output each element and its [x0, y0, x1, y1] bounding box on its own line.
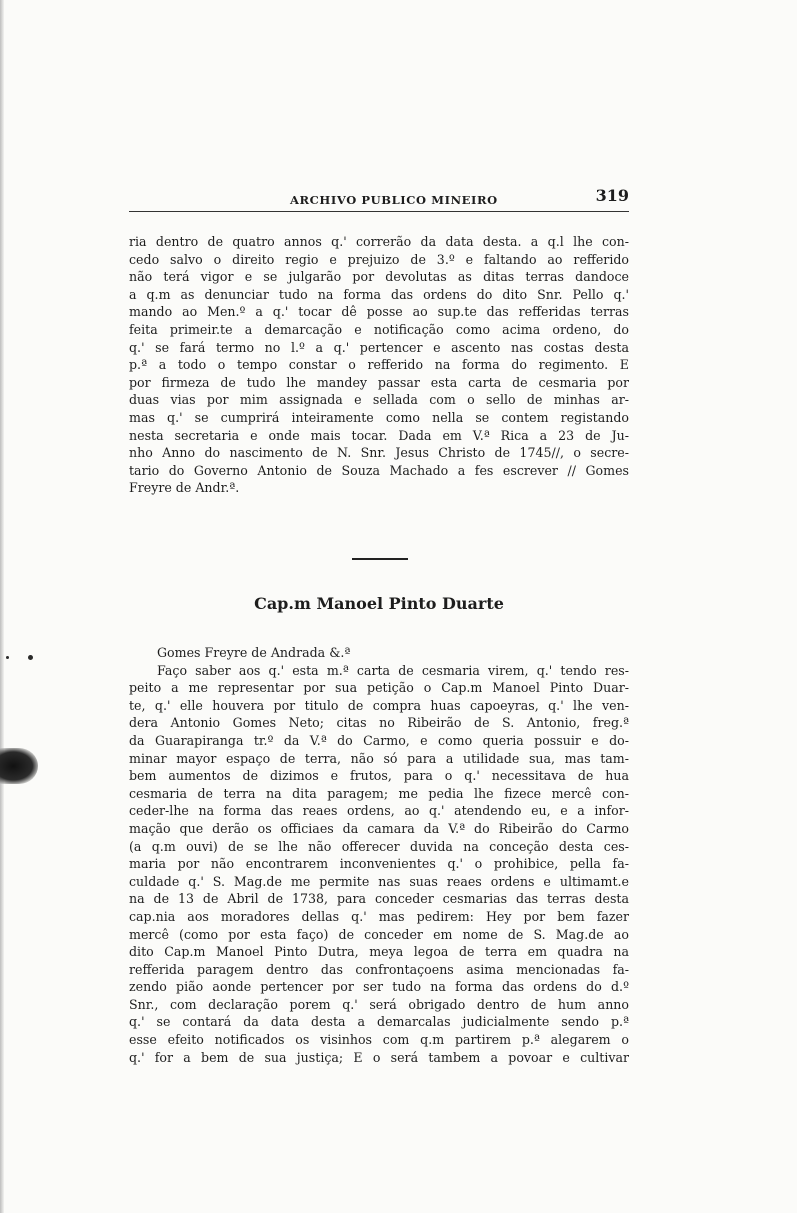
page-edge-shadow — [0, 0, 4, 1213]
text-line: duas vias por mim assignada e sellada com o sello de minhas ar- — [129, 392, 629, 408]
text-block-grant — [129, 644, 629, 1066]
text-line: mercê (como por esta faço) de conceder em nome de S. Mag.de ao — [129, 926, 629, 942]
text-line: mas q.' se cumprirá inteiramente como nella se contem registando — [129, 409, 629, 425]
text-line: minar mayor espaço de terra, não só para a utilidade sua, mas tam- — [129, 750, 629, 766]
text-line: maria por não encontrarem inconvenientes q.' o prohibice, pella fa- — [129, 856, 629, 872]
text-line: Gomes Freyre de Andrada &.ª — [157, 645, 351, 660]
text-line: cesmaria de terra na dita paragem; me pedia lhe fizece mercê con- — [129, 785, 629, 801]
text-line: refferida paragem dentro das confrontaçoens asima mencionadas fa- — [129, 961, 629, 977]
text-line: zendo pião aonde pertencer por ser tudo na forma das ordens do d.º — [129, 979, 629, 995]
text-line: mação que derão os officiaes da camara da V.ª do Ribeirão do Carmo — [129, 820, 629, 836]
text-line: peito a me representar por sua petição o Cap.m Manoel Pinto Duar- — [129, 680, 629, 696]
text-line: Freyre de Andr.ª. — [129, 480, 240, 496]
text-line: te, q.' elle houvera por titulo de compra huas capoeyras, q.' lhe ven- — [129, 697, 629, 713]
text-line: esse efeito notificados os visinhos com q.m partirem p.ª alegarem o — [129, 1032, 629, 1048]
text-line: ria dentro de quatro annos q.' correrão da data desta. a q.l lhe con- — [129, 234, 629, 249]
page-header — [129, 183, 629, 213]
text-line: Faço saber aos q.' esta m.ª carta de cesmaria virem, q.' tendo res- — [157, 662, 629, 678]
scan-speck — [28, 655, 33, 660]
text-line: por firmeza de tudo lhe mandey passar esta carta de cesmaria por — [129, 374, 629, 390]
text-line: dito Cap.m Manoel Pinto Dutra, meya legoa de terra em quadra na — [129, 944, 629, 960]
text-line: bem aumentos de dizimos e frutos, para o q.' necessitava de hua — [129, 768, 629, 784]
running-title: ARCHIVO PUBLICO MINEIRO — [290, 193, 498, 207]
text-line: q.' for a bem de sua justiça; E o será tambem a povoar e cultivar — [129, 1049, 629, 1065]
text-line: culdade q.' S. Mag.de me permite nas suas reaes ordens e ultimamt.e — [129, 873, 629, 889]
text-line: da Guarapiranga tr.º da V.ª do Carmo, e como queria possuir e do- — [129, 732, 629, 748]
header-rule — [129, 211, 629, 212]
text-line: não terá vigor e se julgarão por devolutas as ditas terras dandoce — [129, 269, 629, 285]
text-line: q.' se fará termo no l.º a q.' pertencer e ascento nas costas desta — [129, 339, 629, 355]
page-number: 319 — [595, 186, 629, 205]
text-line: a q.m as denunciar tudo na forma das ordens do dito Snr. Pello q.' — [129, 286, 629, 302]
text-line: tario do Governo Antonio de Souza Machado a fes escrever // Gomes — [129, 462, 629, 478]
text-line: na de 13 de Abril de 1738, para conceder cesmarias das terras desta — [129, 891, 629, 907]
text-line: q.' se contará da data desta a demarcalas judicialmente sendo p.ª — [129, 1014, 629, 1030]
text-line: Snr., com declaração porem q.' será obrigado dentro de hum anno — [129, 996, 629, 1012]
scan-speck — [6, 656, 9, 659]
text-line: dera Antonio Gomes Neto; citas no Ribeirão de S. Antonio, freg.ª — [129, 715, 629, 731]
text-line: p.ª a todo o tempo constar o refferido na forma do regimento. E — [129, 357, 629, 373]
text-line: feita primeir.te a demarcação e notificação como acima ordeno, do — [129, 321, 629, 337]
scan-blot — [0, 748, 38, 784]
text-line: nesta secretaria e onde mais tocar. Dada em V.ª Rica a 23 de Ju- — [129, 427, 629, 443]
text-line: (a q.m ouvi) de se lhe não offerecer duvida na conceção desta ces- — [129, 838, 629, 854]
text-line: nho Anno do nascimento de N. Snr. Jesus Christo de 1745//, o secre- — [129, 445, 629, 461]
section-divider — [352, 558, 408, 560]
text-line: cedo salvo o direito regio e prejuizo de 3.º e faltando ao refferido — [129, 251, 629, 267]
text-line: ceder-lhe na forma das reaes ordens, ao q.' atendendo eu, e a infor- — [129, 803, 629, 819]
text-line: mando ao Men.º a q.' tocar dê posse ao sup.te das refferidas terras — [129, 304, 629, 320]
text-line: cap.nia aos moradores dellas q.' mas pedirem: Hey por bem fazer — [129, 908, 629, 924]
text-block-continuation — [129, 233, 629, 497]
section-title: Cap.m Manoel Pinto Duarte — [254, 594, 504, 613]
